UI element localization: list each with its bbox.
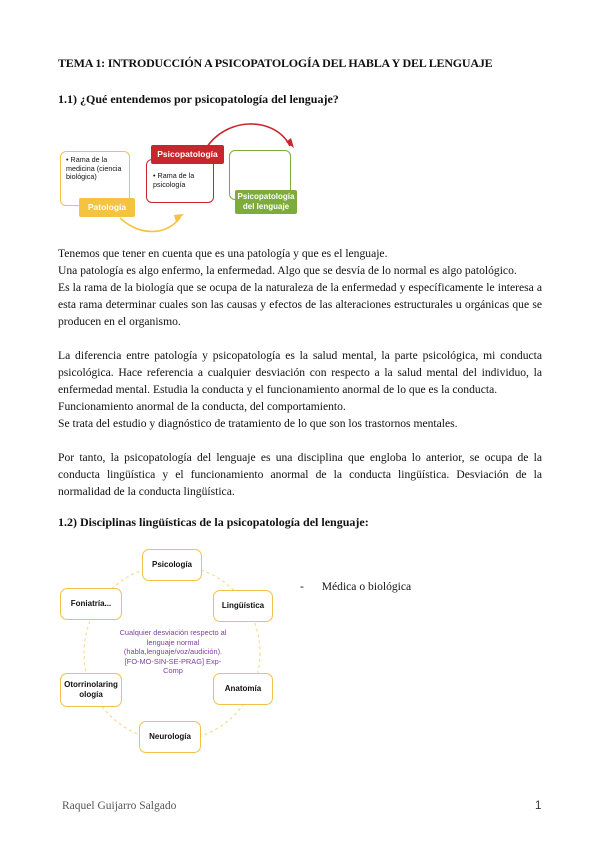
patologia-bullet: • Rama de la medicina (ciencia biológica) [66, 155, 122, 181]
node-psicologia: Psicología [142, 549, 202, 581]
psicopatologia-label: Psicopatología [151, 145, 224, 164]
paragraph: Es la rama de la biología que se ocupa de la naturaleza de la enfermedad y específicamente le interesa a esta rama determinar cuales son las causas y efectos de las alteraciones estructurales u orgánicas que se producen en el organismo. [58, 281, 542, 328]
paragraph: Por tanto, la psicopatología del lenguaje es una disciplina que engloba lo anterior, se ocupa de la conducta lingüística y el funcionamiento anormal de la conducta lingüística. Desviación de la normalidad de la conducta lingüística. [58, 451, 542, 498]
node-foniatria: Foniatría... [60, 588, 122, 620]
disciplines-cycle [55, 540, 290, 765]
node-anatomia: Anatomía [213, 673, 273, 705]
psico-lenguaje-label: Psicopatología del lenguaje [235, 190, 297, 214]
paragraph: Se trata del estudio y diagnóstico de tratamiento de lo que son los trastornos mentales. [58, 417, 458, 430]
section-2-title: 1.2) Disciplinas lingüísticas de la psicopatología del lenguaje: [58, 515, 369, 529]
list-marker: - [300, 580, 304, 593]
pathology-diagram [55, 118, 315, 233]
section-1-body [58, 245, 542, 500]
node-otorrinolaringologia: Otorrinolaring ología [60, 673, 122, 707]
paragraph: Una patología es algo enfermo, la enfermedad. Algo que se desvía de lo normal es algo patológico. [58, 264, 517, 277]
list-text: Médica o biológica [321, 580, 412, 593]
side-list-item [300, 580, 411, 593]
cycle-center-text: Cualquier desviación respecto al lenguaje normal (habla,lenguaje/voz/audición). [FO-MO-SIN-SE-PRAG] Exp-Comp [119, 628, 227, 675]
node-neurologia: Neurología [139, 721, 201, 753]
paragraph: Tenemos que tener en cuenta que es una patología y que es el lenguaje. [58, 247, 388, 260]
footer-author: Raquel Guijarro Salgado [62, 800, 177, 812]
psicopatologia-bullet: • Rama de la psicología [153, 171, 195, 189]
page-number: 1 [535, 800, 542, 812]
section-1-title: 1.1) ¿Qué entendemos por psicopatología del lenguaje? [58, 92, 339, 106]
paragraph: Funcionamiento anormal de la conducta, del comportamiento. [58, 400, 346, 413]
patologia-label: Patología [79, 198, 135, 217]
document-title: TEMA 1: INTRODUCCIÓN A PSICOPATOLOGÍA DEL HABLA Y DEL LENGUAJE [58, 56, 493, 70]
paragraph: La diferencia entre patología y psicopatología es la salud mental, la parte psicológica, mi conducta psicológica. Hace referencia a cualquier desviación con respecto a la salud mental del individuo, la enfermedad mental. Estudia la conducta y el funcionamiento anormal de lo que es la conducta. [58, 349, 542, 396]
psicopatologia-box [146, 159, 214, 203]
node-linguistica: Lingüística [213, 590, 273, 622]
